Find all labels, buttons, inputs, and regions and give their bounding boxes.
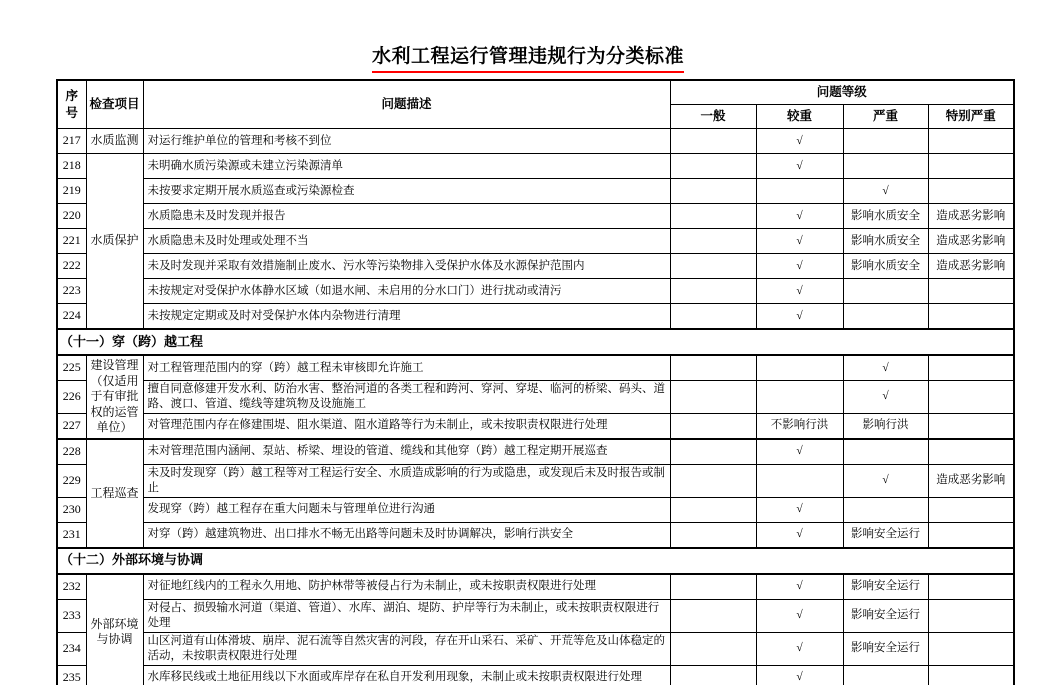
level-extreme — [928, 179, 1014, 204]
table-row — [57, 381, 1014, 414]
level-moderate: √ — [756, 279, 843, 304]
level-general — [670, 464, 756, 497]
header-level-group: 问题等级 — [670, 80, 1014, 105]
level-general — [670, 129, 756, 154]
problem-description: 水质隐患未及时发现并报告 — [143, 204, 670, 229]
row-number: 225 — [57, 355, 86, 381]
title-area — [0, 47, 1056, 73]
section-label: （十二）外部环境与协调 — [57, 548, 1014, 574]
problem-description: 未按规定对受保护水体静水区域（如退水闸、未启用的分水口门）进行扰动或清污 — [143, 279, 670, 304]
level-extreme — [928, 413, 1014, 439]
level-general — [670, 154, 756, 179]
inspection-item: 水质监测 — [86, 129, 143, 154]
level-general — [670, 439, 756, 465]
level-moderate — [756, 179, 843, 204]
problem-description: 水质隐患未及时处理或处理不当 — [143, 229, 670, 254]
table-row — [57, 154, 1014, 179]
problem-description: 未及时发现穿（跨）越工程等对工程运行安全、水质造成影响的行为或隐患，或发现后未及时报告或制止 — [143, 464, 670, 497]
inspection-item: 工程巡查 — [86, 439, 143, 548]
problem-description: 山区河道有山体滑坡、崩岸、泥石流等自然灾害的河段，存在开山采石、采矿、开荒等危及山体稳定的活动，未按职责权限进行处理 — [143, 632, 670, 665]
level-general — [670, 497, 756, 522]
level-general — [670, 632, 756, 665]
inspection-item: 建设管理（仅适用于有审批权的运管单位） — [86, 355, 143, 439]
row-number: 223 — [57, 279, 86, 304]
row-number: 217 — [57, 129, 86, 154]
level-general — [670, 574, 756, 600]
level-severe — [843, 665, 928, 685]
level-moderate: √ — [756, 599, 843, 632]
level-moderate: √ — [756, 665, 843, 685]
level-severe: 影响水质安全 — [843, 254, 928, 279]
level-extreme — [928, 665, 1014, 685]
table-body — [57, 129, 1014, 685]
level-extreme — [928, 632, 1014, 665]
level-moderate: √ — [756, 129, 843, 154]
level-severe: √ — [843, 381, 928, 414]
problem-description: 未明确水质污染源或未建立污染源清单 — [143, 154, 670, 179]
level-general — [670, 413, 756, 439]
level-severe: 影响安全运行 — [843, 599, 928, 632]
table-header — [57, 80, 1014, 129]
header-level-severe: 严重 — [843, 105, 928, 129]
level-moderate: √ — [756, 439, 843, 465]
table-row — [57, 204, 1014, 229]
table-row — [57, 413, 1014, 439]
level-general — [670, 599, 756, 632]
level-severe: √ — [843, 179, 928, 204]
row-number: 221 — [57, 229, 86, 254]
row-number: 222 — [57, 254, 86, 279]
level-severe: 影响安全运行 — [843, 522, 928, 548]
level-extreme — [928, 381, 1014, 414]
level-extreme — [928, 439, 1014, 465]
row-number: 220 — [57, 204, 86, 229]
header-row-1 — [57, 80, 1014, 105]
level-general — [670, 304, 756, 330]
level-general — [670, 355, 756, 381]
level-moderate: √ — [756, 632, 843, 665]
level-moderate: 不影响行洪 — [756, 413, 843, 439]
level-extreme: 造成恶劣影响 — [928, 464, 1014, 497]
inspection-item: 外部环境与协调 — [86, 574, 143, 685]
level-moderate: √ — [756, 522, 843, 548]
problem-description: 未对管理范围内涵闸、泵站、桥梁、埋设的管道、缆线和其他穿（跨）越工程定期开展巡查 — [143, 439, 670, 465]
level-moderate: √ — [756, 204, 843, 229]
table-row — [57, 599, 1014, 632]
level-extreme — [928, 574, 1014, 600]
table-row — [57, 522, 1014, 548]
level-extreme: 造成恶劣影响 — [928, 204, 1014, 229]
level-severe: 影响行洪 — [843, 413, 928, 439]
row-number: 226 — [57, 381, 86, 414]
level-general — [670, 179, 756, 204]
problem-description: 发现穿（跨）越工程存在重大问题未与管理单位进行沟通 — [143, 497, 670, 522]
level-extreme — [928, 355, 1014, 381]
problem-description: 未按规定定期或及时对受保护水体内杂物进行清理 — [143, 304, 670, 330]
header-category: 检查项目 — [86, 80, 143, 129]
level-moderate: √ — [756, 154, 843, 179]
level-severe — [843, 129, 928, 154]
table-row — [57, 574, 1014, 600]
level-extreme — [928, 304, 1014, 330]
table-row — [57, 497, 1014, 522]
level-general — [670, 381, 756, 414]
inspection-item: 水质保护 — [86, 154, 143, 330]
row-number: 230 — [57, 497, 86, 522]
row-number: 228 — [57, 439, 86, 465]
level-severe — [843, 304, 928, 330]
row-number: 232 — [57, 574, 86, 600]
problem-description: 未按要求定期开展水质巡查或污染源检查 — [143, 179, 670, 204]
level-general — [670, 254, 756, 279]
header-index: 序号 — [57, 80, 86, 129]
page-title: 水利工程运行管理违规行为分类标准 — [372, 47, 684, 73]
level-severe — [843, 497, 928, 522]
level-moderate: √ — [756, 304, 843, 330]
level-extreme: 造成恶劣影响 — [928, 254, 1014, 279]
level-moderate: √ — [756, 229, 843, 254]
table-row — [57, 129, 1014, 154]
header-level-general: 一般 — [670, 105, 756, 129]
level-severe: 影响安全运行 — [843, 574, 928, 600]
level-severe: 影响水质安全 — [843, 229, 928, 254]
level-extreme — [928, 497, 1014, 522]
problem-description: 水库移民线或土地征用线以下水面或库岸存在私自开发利用现象，未制止或未按职责权限进行处理 — [143, 665, 670, 685]
level-extreme — [928, 599, 1014, 632]
header-description: 问题描述 — [143, 80, 670, 129]
level-moderate — [756, 355, 843, 381]
level-severe: 影响安全运行 — [843, 632, 928, 665]
level-moderate: √ — [756, 574, 843, 600]
level-extreme: 造成恶劣影响 — [928, 229, 1014, 254]
row-number: 231 — [57, 522, 86, 548]
level-general — [670, 279, 756, 304]
header-level-moderate: 较重 — [756, 105, 843, 129]
table-row — [57, 254, 1014, 279]
problem-description: 对运行维护单位的管理和考核不到位 — [143, 129, 670, 154]
level-severe — [843, 279, 928, 304]
level-extreme — [928, 154, 1014, 179]
table-row — [57, 304, 1014, 330]
row-number: 224 — [57, 304, 86, 330]
row-number: 218 — [57, 154, 86, 179]
level-moderate: √ — [756, 497, 843, 522]
level-general — [670, 204, 756, 229]
row-number: 235 — [57, 665, 86, 685]
level-moderate: √ — [756, 254, 843, 279]
classification-table — [56, 79, 1015, 685]
table-row — [57, 632, 1014, 665]
level-extreme — [928, 522, 1014, 548]
problem-description: 擅自同意修建开发水利、防治水害、整治河道的各类工程和跨河、穿河、穿堤、临河的桥梁、码头、道路、渡口、管道、缆线等建筑物及设施施工 — [143, 381, 670, 414]
table-row — [57, 665, 1014, 685]
table-row — [57, 279, 1014, 304]
row-number: 234 — [57, 632, 86, 665]
level-general — [670, 229, 756, 254]
level-severe — [843, 154, 928, 179]
level-extreme — [928, 129, 1014, 154]
level-general — [670, 665, 756, 685]
level-extreme — [928, 279, 1014, 304]
table-row — [57, 355, 1014, 381]
problem-description: 未及时发现并采取有效措施制止废水、污水等污染物排入受保护水体及水源保护范围内 — [143, 254, 670, 279]
problem-description: 对工程管理范围内的穿（跨）越工程未审核即允许施工 — [143, 355, 670, 381]
section-row — [57, 329, 1014, 355]
row-number: 227 — [57, 413, 86, 439]
table-row — [57, 229, 1014, 254]
table-row — [57, 439, 1014, 465]
row-number: 233 — [57, 599, 86, 632]
section-row — [57, 548, 1014, 574]
level-severe: √ — [843, 464, 928, 497]
table-row — [57, 179, 1014, 204]
level-severe: 影响水质安全 — [843, 204, 928, 229]
level-moderate — [756, 464, 843, 497]
level-severe: √ — [843, 355, 928, 381]
row-number: 229 — [57, 464, 86, 497]
row-number: 219 — [57, 179, 86, 204]
problem-description: 对管理范围内存在修建围堤、阻水渠道、阻水道路等行为未制止，或未按职责权限进行处理 — [143, 413, 670, 439]
level-severe — [843, 439, 928, 465]
problem-description: 对征地红线内的工程永久用地、防护林带等被侵占行为未制止，或未按职责权限进行处理 — [143, 574, 670, 600]
problem-description: 对侵占、损毁输水河道（渠道、管道）、水库、湖泊、堤防、护岸等行为未制止，或未按职责权限进行处理 — [143, 599, 670, 632]
level-general — [670, 522, 756, 548]
level-moderate — [756, 381, 843, 414]
table-row — [57, 464, 1014, 497]
problem-description: 对穿（跨）越建筑物进、出口排水不畅无出路等问题未及时协调解决，影响行洪安全 — [143, 522, 670, 548]
header-level-extreme: 特别严重 — [928, 105, 1014, 129]
section-label: （十一）穿（跨）越工程 — [57, 329, 1014, 355]
